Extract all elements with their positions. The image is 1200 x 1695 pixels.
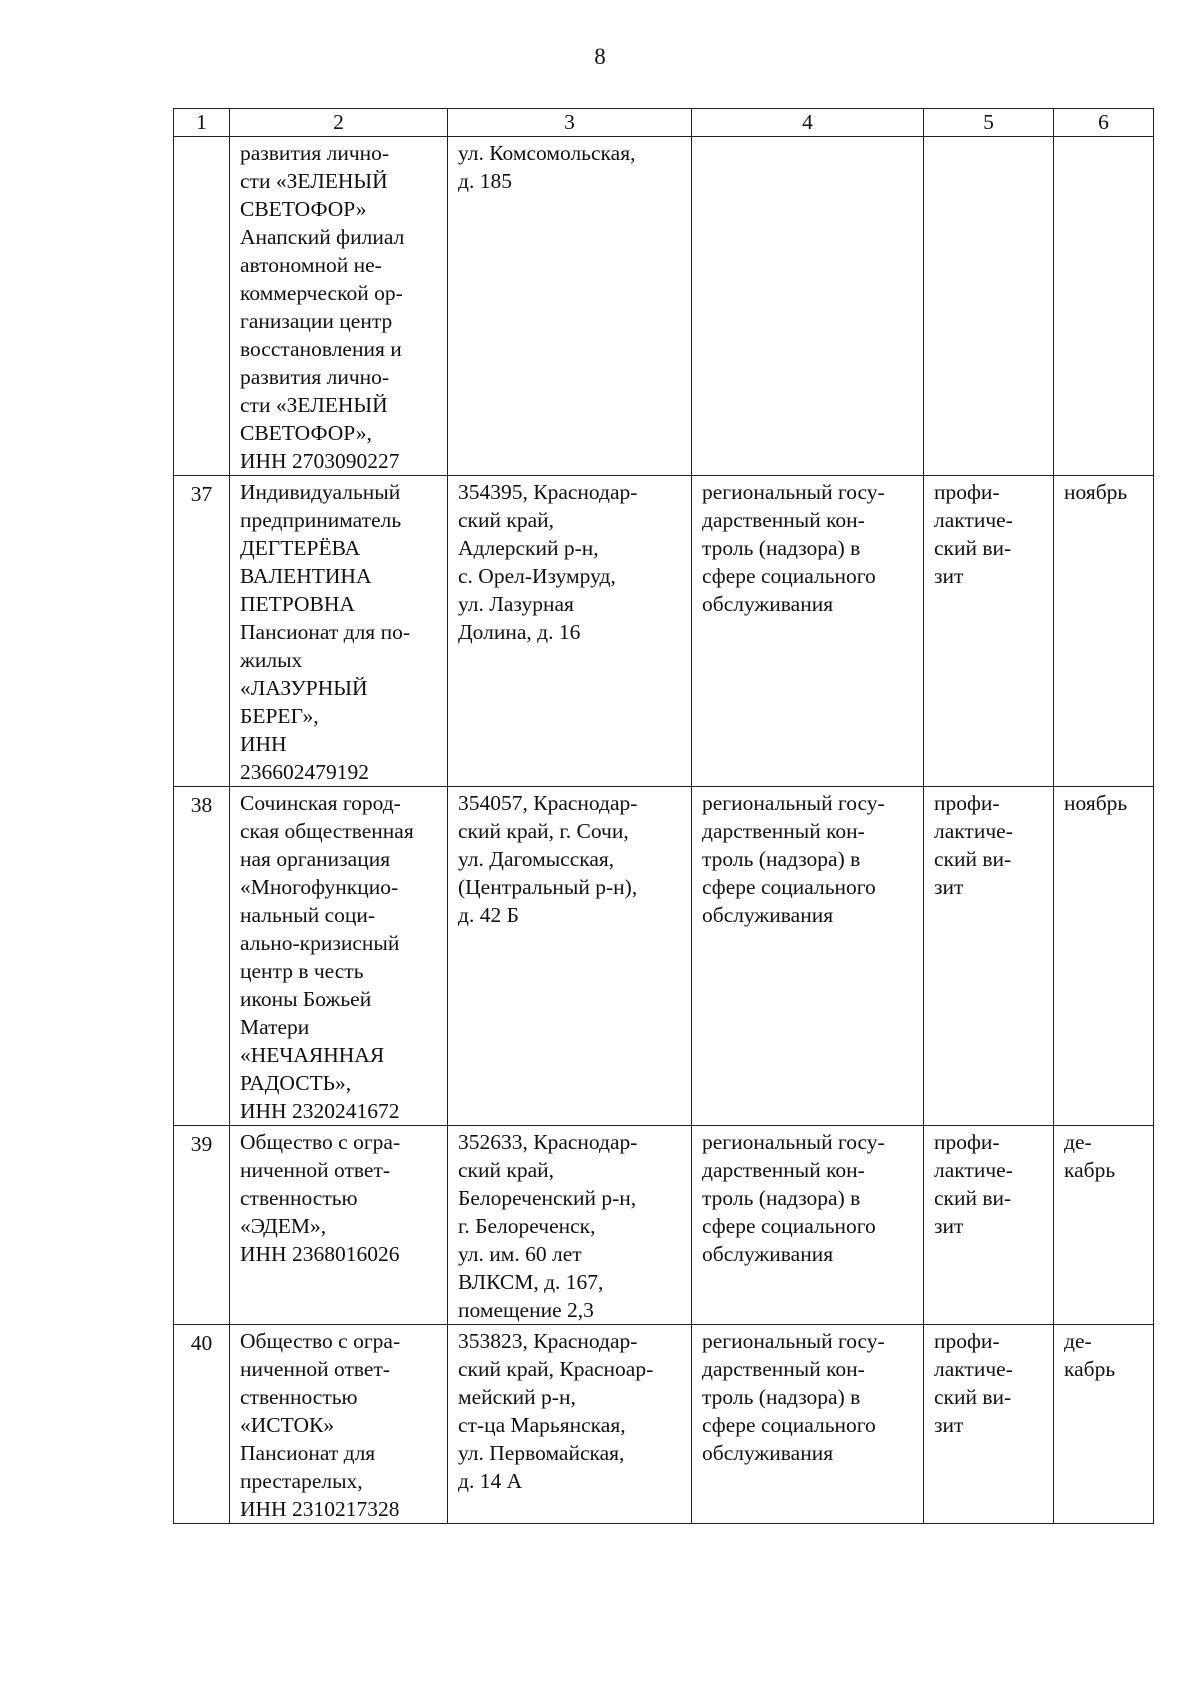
- cell-text-line: «НЕЧАЯННАЯ: [240, 1043, 385, 1067]
- organization-cell: [230, 1325, 448, 1524]
- cell-text-line: зит: [934, 564, 964, 588]
- cell-text-line: предприниматель: [240, 508, 402, 532]
- cell-text-line: 354057, Краснодар-: [458, 791, 638, 815]
- control-type-cell: [692, 1325, 924, 1524]
- cell-text-line: ский ви-: [934, 1186, 1012, 1210]
- cell-text-line: ВАЛЕНТИНА: [240, 564, 372, 588]
- cell-text-line: ПЕТРОВНА: [240, 592, 355, 616]
- cell-text-line: центр в честь: [240, 959, 364, 983]
- cell-text-line: д. 42 Б: [458, 903, 519, 927]
- cell-text-line: (Центральный р-н),: [458, 875, 638, 899]
- cell-text-line: троль (надзора) в: [702, 536, 861, 560]
- cell-text-line: автономной не-: [240, 253, 382, 277]
- address-cell: [448, 787, 692, 1126]
- cell-text-line: с. Орел-Изумруд,: [458, 564, 616, 588]
- cell-text-line: троль (надзора) в: [702, 1385, 861, 1409]
- cell-text-line: ИНН 2703090227: [240, 449, 400, 473]
- cell-text-line: ул. Комсомольская,: [458, 141, 636, 165]
- table-row: [174, 476, 1154, 787]
- cell-text-line: «Многофункцио-: [240, 875, 399, 899]
- cell-text-line: ский ви-: [934, 847, 1012, 871]
- event-type-cell: [924, 137, 1054, 476]
- event-type-cell: [924, 787, 1054, 1126]
- table-row: [174, 1126, 1154, 1325]
- cell-text-line: зит: [934, 1214, 964, 1238]
- organization-cell: [230, 787, 448, 1126]
- cell-text-line: Пансионат для по-: [240, 620, 410, 644]
- cell-text-line: ст-ца Марьянская,: [458, 1413, 626, 1437]
- cell-text-line: обслуживания: [702, 592, 834, 616]
- cell-text-line: «ЛАЗУРНЫЙ: [240, 676, 368, 700]
- cell-text-line: «ИСТОК»: [240, 1413, 335, 1437]
- month-cell: [1054, 1126, 1154, 1325]
- cell-text-line: ственностью: [240, 1385, 358, 1409]
- control-type-cell: [692, 787, 924, 1126]
- address-cell: [448, 476, 692, 787]
- cell-text-line: 236602479192: [240, 760, 369, 784]
- cell-text-line: иконы Божьей: [240, 987, 372, 1011]
- cell-text-line: лактиче-: [934, 508, 1013, 532]
- cell-text-line: ная организация: [240, 847, 391, 871]
- address-cell: [448, 1126, 692, 1325]
- cell-text-line: ниченной ответ-: [240, 1158, 390, 1182]
- row-number-cell: 38: [174, 787, 230, 1126]
- cell-text-line: ская общественная: [240, 819, 414, 843]
- cell-text-line: сфере социального: [702, 1214, 876, 1238]
- column-header: 1: [174, 109, 230, 137]
- cell-text-line: де-: [1064, 1130, 1092, 1154]
- cell-text-line: ганизации центр: [240, 309, 393, 333]
- cell-text-line: ский ви-: [934, 1385, 1012, 1409]
- cell-text-line: региональный госу-: [702, 1329, 885, 1353]
- cell-text-line: СВЕТОФОР»: [240, 197, 367, 221]
- cell-text-line: Матери: [240, 1015, 310, 1039]
- cell-text-line: ул. Дагомысская,: [458, 847, 615, 871]
- table-row: [174, 787, 1154, 1126]
- cell-text-line: коммерческой ор-: [240, 281, 403, 305]
- month-cell: [1054, 137, 1154, 476]
- cell-text-line: Пансионат для: [240, 1441, 376, 1465]
- cell-text-line: ул. Первомайская,: [458, 1441, 625, 1465]
- cell-text-line: ственностью: [240, 1186, 358, 1210]
- cell-text-line: региональный госу-: [702, 480, 885, 504]
- cell-text-line: профи-: [934, 1130, 1000, 1154]
- cell-text-line: престарелых,: [240, 1469, 363, 1493]
- cell-text-line: ул. Лазурная: [458, 592, 574, 616]
- cell-text-line: СВЕТОФОР»,: [240, 421, 372, 445]
- month-cell: [1054, 476, 1154, 787]
- cell-text-line: профи-: [934, 791, 1000, 815]
- cell-text-line: ИНН 2310217328: [240, 1497, 400, 1521]
- cell-text-line: профи-: [934, 480, 1000, 504]
- cell-text-line: Индивидуальный: [240, 480, 401, 504]
- organization-cell: [230, 476, 448, 787]
- cell-text-line: ИНН 2368016026: [240, 1242, 400, 1266]
- cell-text-line: развития лично-: [240, 141, 390, 165]
- cell-text-line: Общество с огра-: [240, 1130, 401, 1154]
- organization-cell: [230, 137, 448, 476]
- cell-text-line: «ЭДЕМ»,: [240, 1214, 327, 1238]
- column-header: 4: [692, 109, 924, 137]
- cell-text-line: ский край, г. Сочи,: [458, 819, 629, 843]
- cell-text-line: ИНН: [240, 732, 287, 756]
- table-body: [174, 137, 1154, 1524]
- cell-text-line: восстановления и: [240, 337, 402, 361]
- cell-text-line: Анапский филиал: [240, 225, 405, 249]
- column-header: 3: [448, 109, 692, 137]
- column-header: 2: [230, 109, 448, 137]
- cell-text-line: региональный госу-: [702, 1130, 885, 1154]
- cell-text-line: троль (надзора) в: [702, 847, 861, 871]
- cell-text-line: ноябрь: [1064, 791, 1128, 815]
- cell-text-line: 354395, Краснодар-: [458, 480, 638, 504]
- cell-text-line: обслуживания: [702, 1242, 834, 1266]
- address-cell: [448, 1325, 692, 1524]
- cell-text-line: ВЛКСМ, д. 167,: [458, 1270, 604, 1294]
- cell-text-line: де-: [1064, 1329, 1092, 1353]
- cell-text-line: БЕРЕГ»,: [240, 704, 319, 728]
- row-number-cell: 37: [174, 476, 230, 787]
- cell-text-line: троль (надзора) в: [702, 1186, 861, 1210]
- address-cell: [448, 137, 692, 476]
- cell-text-line: г. Белореченск,: [458, 1214, 596, 1238]
- cell-text-line: Долина, д. 16: [458, 620, 581, 644]
- cell-text-line: Адлерский р-н,: [458, 536, 599, 560]
- cell-text-line: д. 185: [458, 169, 512, 193]
- cell-text-line: сти «ЗЕЛЕНЫЙ: [240, 169, 388, 193]
- cell-text-line: развития лично-: [240, 365, 390, 389]
- cell-text-line: сфере социального: [702, 564, 876, 588]
- cell-text-line: зит: [934, 1413, 964, 1437]
- table-row: [174, 1325, 1154, 1524]
- event-type-cell: [924, 1325, 1054, 1524]
- cell-text-line: ул. им. 60 лет: [458, 1242, 582, 1266]
- control-type-cell: [692, 137, 924, 476]
- cell-text-line: жилых: [240, 648, 303, 672]
- table-header-row: [174, 109, 1154, 137]
- cell-text-line: кабрь: [1064, 1357, 1116, 1381]
- row-number-cell: [174, 137, 230, 476]
- cell-text-line: ноябрь: [1064, 480, 1128, 504]
- row-number-cell: 39: [174, 1126, 230, 1325]
- cell-text-line: нальный соци-: [240, 903, 376, 927]
- cell-text-line: ский край,: [458, 508, 554, 532]
- cell-text-line: мейский р-н,: [458, 1385, 576, 1409]
- control-type-cell: [692, 476, 924, 787]
- cell-text-line: дарственный кон-: [702, 1357, 865, 1381]
- cell-text-line: региональный госу-: [702, 791, 885, 815]
- cell-text-line: зит: [934, 875, 964, 899]
- cell-text-line: кабрь: [1064, 1158, 1116, 1182]
- cell-text-line: д. 14 А: [458, 1469, 523, 1493]
- cell-text-line: 353823, Краснодар-: [458, 1329, 638, 1353]
- cell-text-line: помещение 2,3: [458, 1298, 594, 1322]
- cell-text-line: обслуживания: [702, 1441, 834, 1465]
- cell-text-line: ИНН 2320241672: [240, 1099, 400, 1123]
- cell-text-line: ский край,: [458, 1158, 554, 1182]
- row-number-cell: 40: [174, 1325, 230, 1524]
- cell-text-line: 352633, Краснодар-: [458, 1130, 638, 1154]
- cell-text-line: дарственный кон-: [702, 1158, 865, 1182]
- column-header: 5: [924, 109, 1054, 137]
- cell-text-line: ский край, Красноар-: [458, 1357, 654, 1381]
- cell-text-line: лактиче-: [934, 1158, 1013, 1182]
- cell-text-line: РАДОСТЬ»,: [240, 1071, 352, 1095]
- cell-text-line: Сочинская город-: [240, 791, 401, 815]
- table-row: [174, 137, 1154, 476]
- cell-text-line: ниченной ответ-: [240, 1357, 390, 1381]
- cell-text-line: лактиче-: [934, 819, 1013, 843]
- cell-text-line: ДЕГТЕРЁВА: [240, 536, 361, 560]
- cell-text-line: ский ви-: [934, 536, 1012, 560]
- month-cell: [1054, 787, 1154, 1126]
- cell-text-line: дарственный кон-: [702, 819, 865, 843]
- organization-cell: [230, 1126, 448, 1325]
- month-cell: [1054, 1325, 1154, 1524]
- cell-text-line: сти «ЗЕЛЕНЫЙ: [240, 393, 388, 417]
- page-number: 8: [594, 44, 606, 69]
- cell-text-line: Общество с огра-: [240, 1329, 401, 1353]
- cell-text-line: профи-: [934, 1329, 1000, 1353]
- cell-text-line: лактиче-: [934, 1357, 1013, 1381]
- cell-text-line: сфере социального: [702, 1413, 876, 1437]
- cell-text-line: дарственный кон-: [702, 508, 865, 532]
- cell-text-line: сфере социального: [702, 875, 876, 899]
- event-type-cell: [924, 1126, 1054, 1325]
- cell-text-line: Белореченский р-н,: [458, 1186, 637, 1210]
- cell-text-line: обслуживания: [702, 903, 834, 927]
- column-header: 6: [1054, 109, 1154, 137]
- event-type-cell: [924, 476, 1054, 787]
- cell-text-line: ально-кризисный: [240, 931, 400, 955]
- inspection-plan-table: [173, 108, 1154, 1524]
- control-type-cell: [692, 1126, 924, 1325]
